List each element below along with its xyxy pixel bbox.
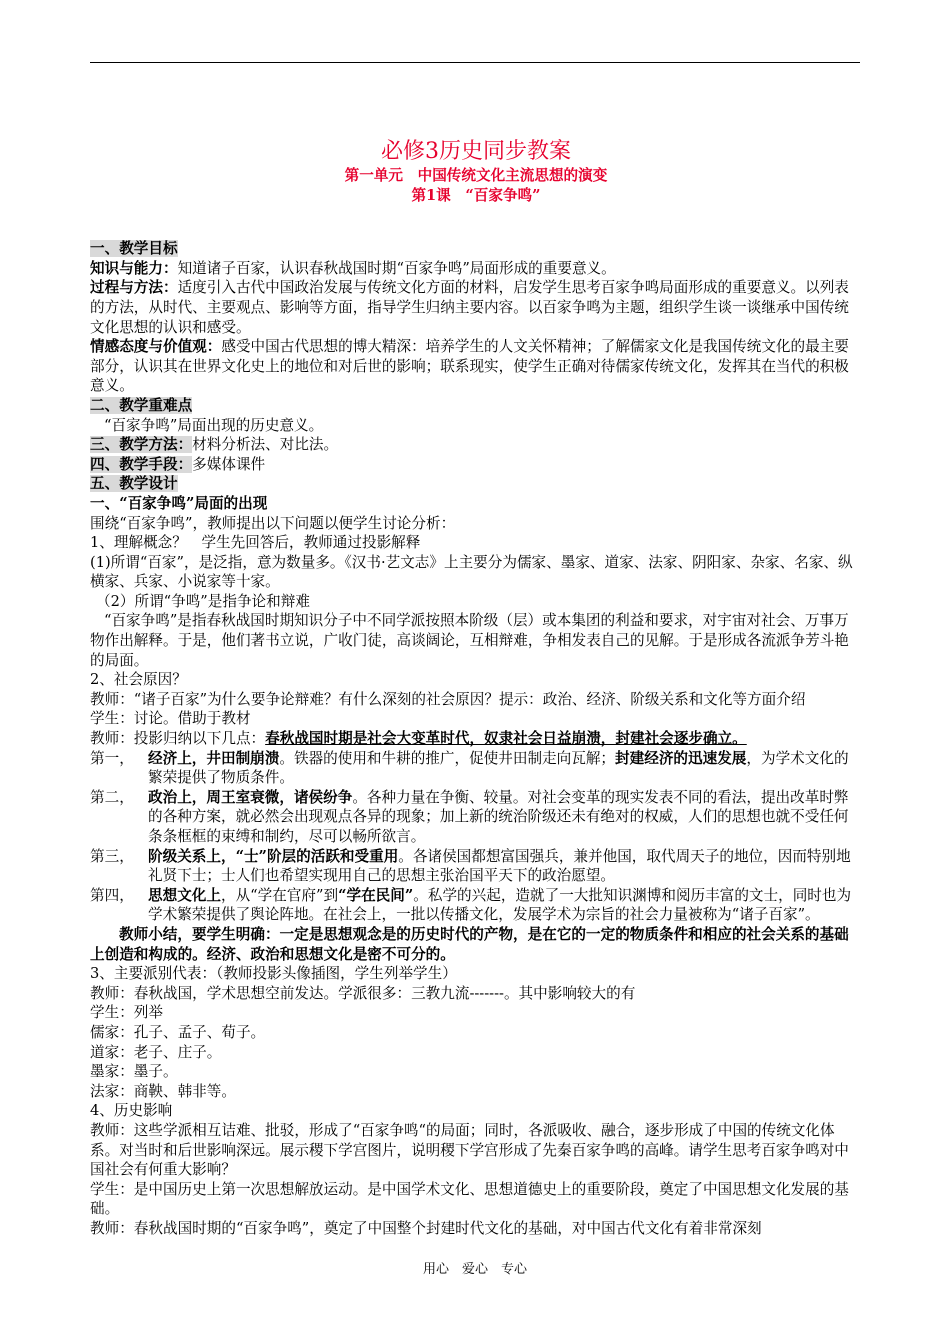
reason-item bbox=[90, 886, 862, 925]
unit-title: 第一单元 中国传统文化主流思想的演变 bbox=[344, 167, 608, 184]
reason-item bbox=[90, 847, 862, 886]
knowledge-line: 知识与能力：知道诸子百家，认识春秋战国时期“百家争鸣”局面形成的重要意义。 bbox=[90, 259, 616, 277]
reason-label: 第三， bbox=[90, 847, 134, 865]
q2-student: 学生：讨论。借助于教材 bbox=[90, 710, 251, 728]
sec1-heading: 一、教学目标 bbox=[90, 240, 178, 258]
school-item: 法家：商鞅、韩非等。 bbox=[90, 1082, 236, 1100]
reasons-list bbox=[90, 749, 862, 925]
q3-teacher: 教师：春秋战国，学术思想空前发达。学派很多：三教九流-------。其中影响较大的有 bbox=[90, 984, 636, 1002]
doc-title: 必修3历史同步教案 bbox=[381, 139, 571, 164]
schools-list bbox=[90, 1023, 862, 1101]
q3: 3、主要派别代表：（教师投影头像插图，学生列举学生） bbox=[90, 965, 457, 983]
sub1-heading: 一、“百家争鸣”局面的出现 bbox=[90, 494, 268, 512]
reason-body: 经济上，井田制崩溃。铁器的使用和牛耕的推广，促使井田制走向瓦解；封建经济的迅速发展，为学术文化的繁荣提供了物质条件。 bbox=[148, 749, 849, 787]
q1c: “百家争鸣”是指春秋战国时期知识分子中不同学派按照本阶级（层）或本集团的利益和要求，对宇宙对社会、万事万物作出解释。于是，他们著书立说，广收门徒，高谈阔论，互相辩难，争相发表自己的见解。于是形成各流派争芳斗艳的局面。 bbox=[90, 612, 849, 669]
reason-item bbox=[90, 788, 862, 847]
q3-student: 学生：列举 bbox=[90, 1004, 163, 1022]
intro-text: 围绕“百家争鸣”，教师提出以下问题以便学生讨论分析： bbox=[90, 514, 456, 532]
reason-label: 第一， bbox=[90, 749, 134, 767]
header-rule bbox=[90, 62, 860, 63]
reason-label: 第四， bbox=[90, 886, 134, 904]
q2: 2、社会原因？ bbox=[90, 671, 187, 689]
q4-student: 学生：是中国历史上第一次思想解放运动。是中国学术文化、思想道德史上的重要阶段，奠定了中国思想文化发展的基础。 bbox=[90, 1180, 849, 1218]
q1: 1、理解概念？ 学生先回答后，教师通过投影解释 bbox=[90, 534, 421, 552]
sec3-line: 三、教学方法：材料分析法、对比法。 bbox=[90, 436, 339, 454]
school-item: 道家：老子、庄子。 bbox=[90, 1043, 222, 1061]
q1b: （2）所谓“争鸣”是指争论和辩难 bbox=[96, 592, 310, 610]
document-page bbox=[90, 138, 862, 1238]
reason-body: 政治上，周王室衰微，诸侯纷争。各种力量在争衡、较量。对社会变革的现实发表不同的看法，提出改革时弊的各种方案，就必然会出现观点各异的现象；加上新的统治阶级还未有绝对的权威，人们的思想也就不受任何条条框框的束缚和制约，尽可以畅所欲言。 bbox=[148, 788, 849, 845]
q1a: (1)所谓“百家”，是泛指，意为数量多。《汉书·艺文志》上主要分为儒家、墨家、道家、法家、阴阳家、杂家、名家、纵横家、兵家、小说家等十家。 bbox=[90, 553, 853, 591]
q4-teacher-2: 教师：春秋战国时期的“百家争鸣”，奠定了中国整个封建时代文化的基础，对中国古代文化有着非常深刻 bbox=[90, 1219, 762, 1237]
reason-body: 思想文化上，从“学在官府”到“学在民间”。私学的兴起，造就了一大批知识渊博和阅历丰富的文士，同时也为学术繁荣提供了舆论阵地。在社会上，一批以传播文化，发展学术为宗旨的社会力量被称为“诸子百家”。 bbox=[148, 886, 852, 924]
page-footer: 用心 爱心 专心 bbox=[422, 1262, 527, 1277]
reason-body: 阶级关系上，“士”阶层的活跃和受重用。各诸侯国都想富国强兵，兼并他国，取代周天子的地位，因而特别地礼贤下士；士人们也希望实现用自己的思想主张治国平天下的政治愿望。 bbox=[148, 847, 851, 885]
teacher-summary: 教师小结，要学生明确：一定是思想观念是的历史时代的产物，是在它的一定的物质条件和相应的社会关系的基础上创造和构成的。经济、政治和思想文化是密不可分的。 bbox=[90, 925, 849, 963]
method-line: 过程与方法：适度引入古代中国政治发展与传统文化方面的材料，启发学生思考百家争鸣局面形成的重要意义。以列表的方法，从时代、主要观点、影响等方面，指导学生归纳主要内容。以百家争鸣为主题，组织学生谈一谈继承中国传统文化思想的认识和感受。 bbox=[90, 279, 849, 336]
lesson-title: 第1课 “百家争鸣” bbox=[411, 186, 541, 204]
q2-teacher: 教师：“诸子百家”为什么要争论辩难？有什么深刻的社会原因？提示：政治、经济、阶级关系和文化等方面介绍 bbox=[90, 690, 806, 708]
reason-label: 第二， bbox=[90, 788, 134, 806]
school-item: 墨家：墨子。 bbox=[90, 1063, 178, 1081]
q4: 4、历史影响 bbox=[90, 1102, 173, 1120]
sec2-text: “百家争鸣”局面出现的历史意义。 bbox=[104, 416, 324, 434]
school-item: 儒家：孔子、孟子、荀子。 bbox=[90, 1023, 266, 1041]
sec4-line: 四、教学手段：多媒体课件 bbox=[90, 455, 266, 473]
sec2-heading: 二、教学重难点 bbox=[90, 396, 193, 414]
emotion-line: 情感态度与价值观：感受中国古代思想的博大精深：培养学生的人文关怀精神；了解儒家文化是我国传统文化的最主要部分，认识其在世界文化史上的地位和对后世的影响；联系现实，使学生正确对待儒家传统文化，发挥其在当代的积极意义。 bbox=[90, 338, 849, 395]
q4-teacher: 教师：这些学派相互诘难、批驳，形成了“百家争鸣“的局面；同时，各派吸收、融合，逐步形成了中国的传统文化体系。对当时和后世影响深远。展示稷下学宫图片，说明稷下学宫形成了先秦百家争鸣的高峰。请学生思考百家争鸣对中国社会有何重大影响？ bbox=[90, 1121, 849, 1179]
sec5-heading: 五、教学设计 bbox=[90, 475, 178, 493]
reason-item bbox=[90, 749, 862, 788]
q2-projection: 教师：投影归纳以下几点：春秋战国时期是社会大变革时代，奴隶社会日益崩溃，封建社会逐步确立。 bbox=[90, 730, 747, 748]
